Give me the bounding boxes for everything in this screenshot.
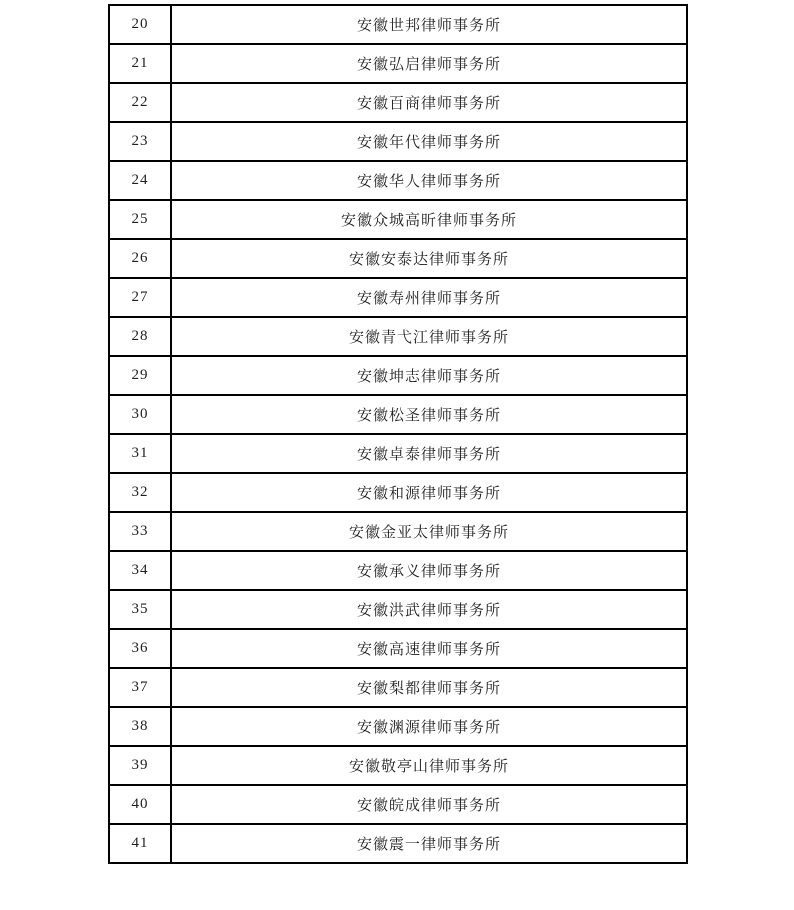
firm-name-cell: 安徽高速律师事务所 [171,629,687,668]
table-row [109,239,687,278]
table-row [109,5,687,44]
row-index-cell: 22 [109,83,171,122]
table-row [109,317,687,356]
row-index-cell: 33 [109,512,171,551]
row-index-cell: 25 [109,200,171,239]
row-index-cell: 38 [109,707,171,746]
row-index-cell: 29 [109,356,171,395]
firm-name-cell: 安徽震一律师事务所 [171,824,687,863]
table-row [109,668,687,707]
row-index-cell: 28 [109,317,171,356]
row-index-cell: 35 [109,590,171,629]
table-row [109,200,687,239]
table-row [109,44,687,83]
firm-name-cell: 安徽众城高昕律师事务所 [171,200,687,239]
firm-name-cell: 安徽和源律师事务所 [171,473,687,512]
table-row [109,356,687,395]
row-index-cell: 24 [109,161,171,200]
row-index-cell: 21 [109,44,171,83]
table-row [109,122,687,161]
firm-name-cell: 安徽敬亭山律师事务所 [171,746,687,785]
row-index-cell: 20 [109,5,171,44]
table-row [109,590,687,629]
row-index-cell: 40 [109,785,171,824]
firm-name-cell: 安徽承义律师事务所 [171,551,687,590]
law-firm-table [108,4,688,864]
firm-name-cell: 安徽梨都律师事务所 [171,668,687,707]
table-row [109,161,687,200]
firm-name-cell: 安徽金亚太律师事务所 [171,512,687,551]
firm-name-cell: 安徽百商律师事务所 [171,83,687,122]
firm-name-cell: 安徽世邦律师事务所 [171,5,687,44]
firm-name-cell: 安徽渊源律师事务所 [171,707,687,746]
table-row [109,629,687,668]
table-row [109,278,687,317]
row-index-cell: 23 [109,122,171,161]
firm-name-cell: 安徽华人律师事务所 [171,161,687,200]
row-index-cell: 39 [109,746,171,785]
table-row [109,83,687,122]
row-index-cell: 32 [109,473,171,512]
row-index-cell: 36 [109,629,171,668]
firm-name-cell: 安徽年代律师事务所 [171,122,687,161]
table-row [109,473,687,512]
table-row [109,746,687,785]
row-index-cell: 27 [109,278,171,317]
row-index-cell: 31 [109,434,171,473]
firm-name-cell: 安徽寿州律师事务所 [171,278,687,317]
firm-name-cell: 安徽洪武律师事务所 [171,590,687,629]
firm-name-cell: 安徽皖成律师事务所 [171,785,687,824]
row-index-cell: 41 [109,824,171,863]
table-row [109,551,687,590]
firm-name-cell: 安徽安泰达律师事务所 [171,239,687,278]
table-row [109,434,687,473]
table-row [109,707,687,746]
firm-name-cell: 安徽弘启律师事务所 [171,44,687,83]
firm-name-cell: 安徽青弋江律师事务所 [171,317,687,356]
table-row [109,824,687,863]
table-row [109,785,687,824]
table-row [109,395,687,434]
row-index-cell: 34 [109,551,171,590]
firm-name-cell: 安徽卓泰律师事务所 [171,434,687,473]
row-index-cell: 26 [109,239,171,278]
law-firm-table-body [109,5,687,863]
row-index-cell: 37 [109,668,171,707]
firm-name-cell: 安徽坤志律师事务所 [171,356,687,395]
row-index-cell: 30 [109,395,171,434]
table-row [109,512,687,551]
firm-name-cell: 安徽松圣律师事务所 [171,395,687,434]
